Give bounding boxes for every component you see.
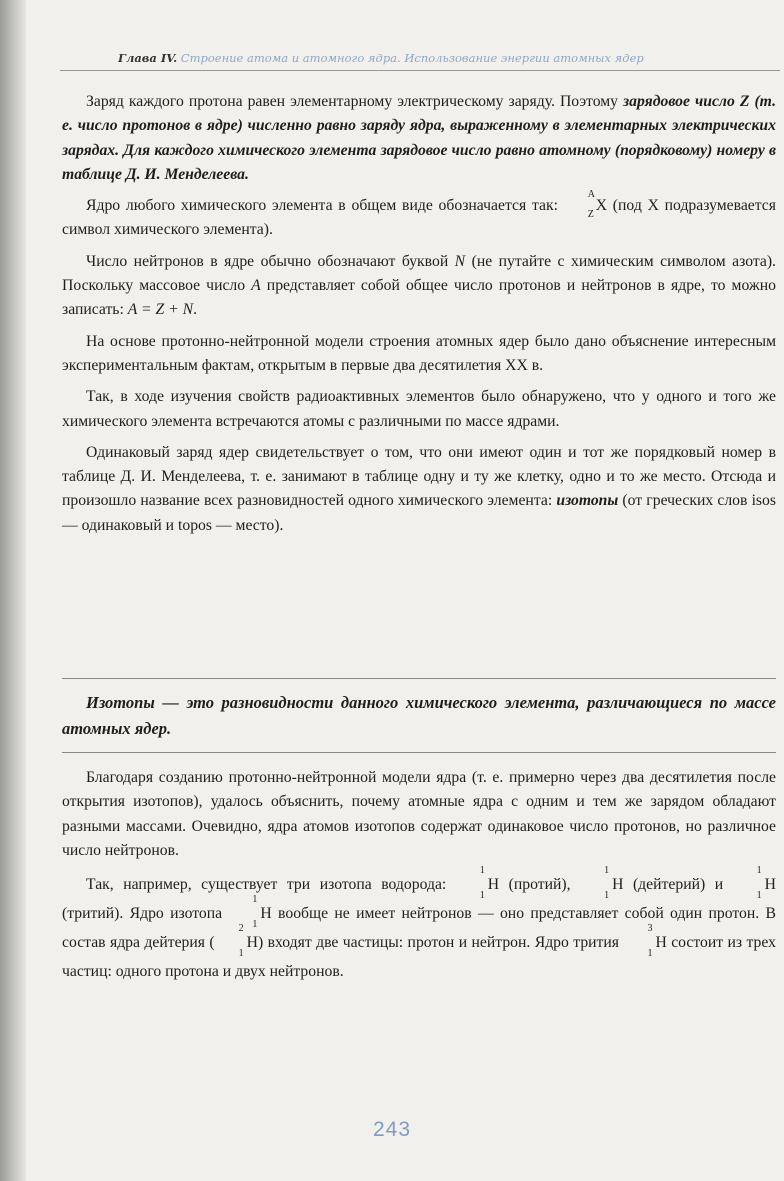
charge-number: 1 [647, 948, 653, 960]
definition-box [62, 690, 776, 742]
mass-number: 1 [604, 865, 610, 877]
book-spine-shadow [0, 0, 26, 1181]
definition-rule-top [62, 678, 776, 679]
charge-number: 1 [756, 890, 762, 902]
symbol-a: A [251, 277, 261, 295]
element-symbol: X [595, 197, 608, 215]
element-symbol: H [655, 934, 667, 952]
symbol-n: N [454, 252, 466, 270]
mass-number: 2 [238, 923, 244, 935]
element-symbol: H [246, 934, 258, 952]
nuclide-deuterium-2 [215, 923, 258, 960]
definition-rule-bottom [62, 752, 776, 753]
text-run: (тритий). Ядро изотопа [62, 905, 229, 923]
nuclide-deuterium [580, 865, 624, 902]
element-symbol: H [487, 876, 500, 894]
charge-number: 1 [604, 890, 610, 902]
definition-text: Изотопы — это разновидности данного химического элемента, различающиеся по массе атомных ядер. [62, 693, 776, 738]
text-run: (под X подразумевается символ химического элемента). [62, 197, 776, 239]
charge-number: Z [587, 209, 594, 221]
charge-number: 1 [252, 919, 258, 931]
charge-number: 1 [479, 890, 485, 902]
mass-number: A [587, 189, 595, 201]
text-run: (дейтерий) и [623, 876, 733, 894]
emphasis-run: зарядовое число Z (т. е. число протонов в ядре) численно равно заряду ядра, выраженному в элементарных электрических зарядах. Для каждого химического элемента зарядовое число равно атомному (порядковому) номеру в таблице Д. И. Менделеева. [62, 93, 776, 183]
mass-number: 1 [756, 865, 762, 877]
paragraph-nucleus-notation [62, 189, 776, 243]
header-divider [60, 70, 780, 71]
chapter-label: Глава IV. [118, 51, 178, 65]
text-run: ) входят две частицы: протон и нейтрон. Ядро трития [257, 934, 624, 952]
nuclide-protium [456, 865, 500, 902]
text-run: . [193, 301, 198, 319]
text-run: (протий), [499, 876, 581, 894]
term-isotopes: изотопы [556, 492, 619, 510]
text-run: состоит из трех частиц: одного протона и двух нейтронов. [62, 934, 776, 981]
running-header [118, 51, 780, 65]
text-run: Число нейтронов в ядре обычно обозначают буквой [86, 252, 455, 270]
paragraph-hydrogen-isotopes [62, 865, 776, 986]
text-run: (от греческих слов isos — одинаковый и topos — место). [62, 492, 776, 534]
nuclide-tritium-2 [623, 923, 667, 960]
nuclide-notation [564, 189, 608, 221]
text-run: Заряд каждого протона равен элементарному электрическому заряду. Поэтому [86, 93, 624, 110]
paragraph-radioactive-elements: Так, в ходе изучения свойств радиоактивных элементов было обнаружено, что у одного и того же химического элемента встречаются атомы с различными по массе ядрами. [62, 388, 776, 430]
text-run: представляет собой общее число протонов и нейтронов в ядре, то можно записать: [62, 277, 776, 319]
text-run: Ядро любого химического элемента в общем виде обозначается так: [86, 197, 564, 215]
element-symbol: H [764, 876, 776, 894]
chapter-topic: Строение атома и атомного ядра. Использование энергии атомных ядер [180, 51, 644, 65]
paragraph-neutron-number [62, 250, 776, 323]
mass-number: 1 [252, 894, 258, 906]
charge-number: 1 [238, 948, 244, 960]
element-symbol: H [612, 876, 624, 894]
text-block-lower [62, 766, 776, 993]
formula: A = Z + N [127, 301, 194, 319]
mass-number: 1 [479, 865, 485, 877]
page-number: 243 [372, 1118, 412, 1141]
text-run: Одинаковый заряд ядер свидетельствует о том, что они имеют один и тот же порядковый номер в таблице Д. И. Менделеева, т. е. занимают в таблице одну и ту же клетку, одно и то же место. Отсюда и произошло название всех разновидностей одного химического элемента: [62, 443, 776, 510]
nuclide-tritium [733, 865, 776, 902]
text-run: вообще не имеет нейтронов — оно представляет собой один протон. В состав ядра дейтерия ( [62, 905, 776, 952]
element-symbol: H [260, 905, 272, 923]
text-block-upper [62, 90, 776, 545]
paragraph-isotopes-name [62, 441, 776, 538]
text-run: (не путайте с химическим символом азота). Поскольку массовое число [62, 252, 776, 295]
mass-number: 3 [647, 923, 653, 935]
text-run: Так, например, существует три изотопа водорода: [86, 876, 456, 894]
paragraph-experimental-facts: На основе протонно-нейтронной модели строения атомных ядер было дано объяснение интересным экспериментальным фактам, открытым в первые два десятилетия XX в. [62, 332, 776, 374]
paragraph-charge-number [62, 90, 776, 187]
paragraph-model-explanation: Благодаря созданию протонно-нейтронной модели ядра (т. е. примерно через два десятилетия после открытия изотопов), удалось объяснить, почему атомные ядра с одним и тем же зарядом обладают разными массами. Очевидно, ядра атомов изотопов содержат одинаковое число протонов, но различное число нейтронов. [62, 769, 776, 859]
